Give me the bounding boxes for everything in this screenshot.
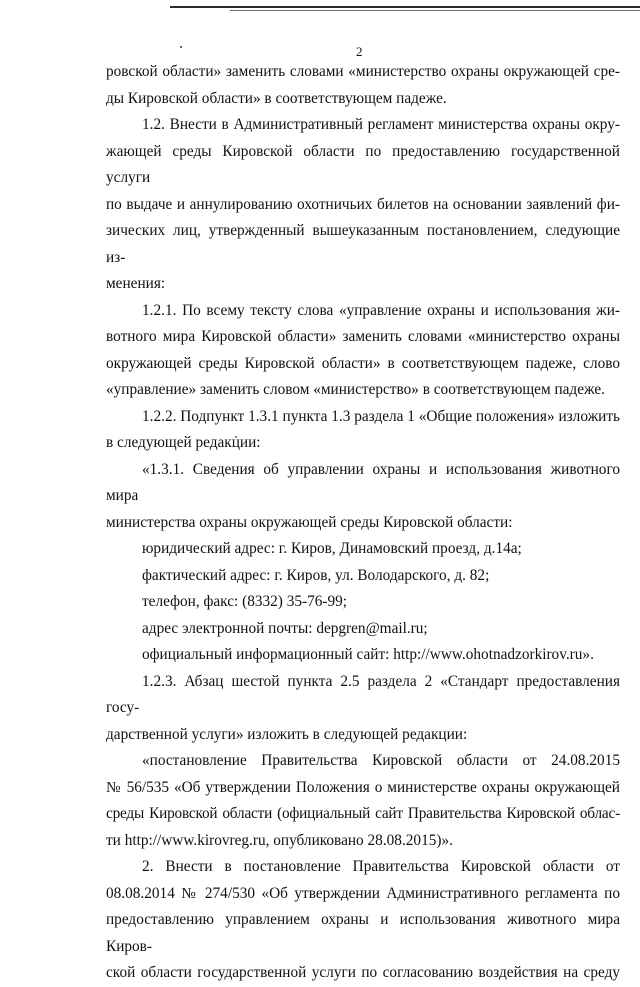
text-line: фактический адрес: г. Киров, ул. Володарского, д. 82;: [142, 566, 490, 584]
phone-fax: [106, 589, 620, 616]
text-line: министерства охраны окружающей среды Кировской области:: [106, 513, 513, 531]
paragraph-1-3-1: [106, 457, 620, 537]
text-line: дарственной услуги» изложить в следующей редакции:: [106, 725, 468, 743]
text-line: ровской области» заменить словами «министерство охраны окружающей сре-: [106, 63, 620, 80]
page-number: 2: [356, 44, 363, 59]
top-border-line-thin: [230, 10, 640, 11]
top-border-line: [170, 6, 640, 8]
text-line: 2. Внести в постановление Правительства Кировской области от: [142, 858, 620, 875]
scan-speck: [180, 46, 182, 48]
text-line: предоставлению управлением охраны и использования животного мира Киров-: [106, 911, 620, 955]
text-line: среды Кировской области (официальный сайт Правительства Кировской облас-: [106, 805, 620, 822]
text-line: официальный информационный сайт: http://www.ohotnadzorkirov.ru».: [142, 646, 594, 663]
paragraph-resolution-quote: [106, 748, 620, 854]
text-line: ды Кировской области» в соответствующем падеже.: [106, 89, 447, 107]
text-line: адрес электронной почты: depgren@mail.ru;: [142, 619, 428, 637]
actual-address: [106, 563, 620, 590]
text-line: жающей среды Кировской области по предоставлению государственной услуги: [106, 142, 620, 186]
text-line: 1.2.3. Абзац шестой пункта 2.5 раздела 2 «Стандарт предоставления госу-: [106, 672, 620, 716]
text-line: ской области государственной услуги по согласованию воздействия на среду: [106, 964, 620, 981]
text-line: «постановление Правительства Кировской области от 24.08.2015: [142, 752, 620, 769]
text-line: по выдаче и аннулированию охотничьих билетов на основании заявлений фи-: [106, 195, 620, 213]
text-line: «управление» заменить словом «министерство» в соответствующем падеже.: [106, 381, 605, 398]
paragraph-1-2-3: [106, 669, 620, 749]
document-body: [106, 59, 620, 987]
text-line: в следующей редакции:: [106, 434, 261, 451]
text-line: менения:: [106, 275, 166, 292]
paragraph-1-2-2: [106, 404, 620, 457]
paragraph-2: [106, 854, 620, 987]
text-line: вотного мира Кировской области» заменить словами «министерство охраны: [106, 328, 620, 345]
text-line: окружающей среды Кировской области» в соответствующем падеже, слово: [106, 354, 620, 372]
email-address: [106, 616, 620, 643]
paragraph-1-2-1: [106, 298, 620, 404]
legal-address: [106, 536, 620, 563]
text-line: 1.2.2. Подпункт 1.3.1 пункта 1.3 раздела 1 «Общие положения» изложить: [142, 407, 620, 425]
text-line: 1.2.1. По всему тексту слова «управление охраны и использования жи-: [142, 301, 620, 319]
text-line: № 56/535 «Об утверждении Положения о министерстве охраны окружающей: [106, 778, 620, 796]
paragraph-1-2: [106, 112, 620, 298]
text-line: зических лиц, утвержденный вышеуказанным постановлением, следующие из-: [106, 222, 620, 266]
paragraph-continuation: [106, 59, 620, 112]
text-line: 08.08.2014 № 274/530 «Об утверждении Административного регламента по: [106, 884, 620, 902]
text-line: «1.3.1. Сведения об управлении охраны и использования животного мира: [106, 460, 620, 504]
official-site: [106, 642, 620, 669]
text-line: ти http://www.kirovreg.ru, опубликовано 28.08.2015)».: [106, 831, 453, 849]
text-line: юридический адрес: г. Киров, Динамовский проезд, д.14а;: [142, 540, 522, 557]
text-line: 1.2. Внести в Административный регламент министерства охраны окру-: [142, 116, 620, 133]
text-line: телефон, факс: (8332) 35-76-99;: [142, 593, 348, 610]
